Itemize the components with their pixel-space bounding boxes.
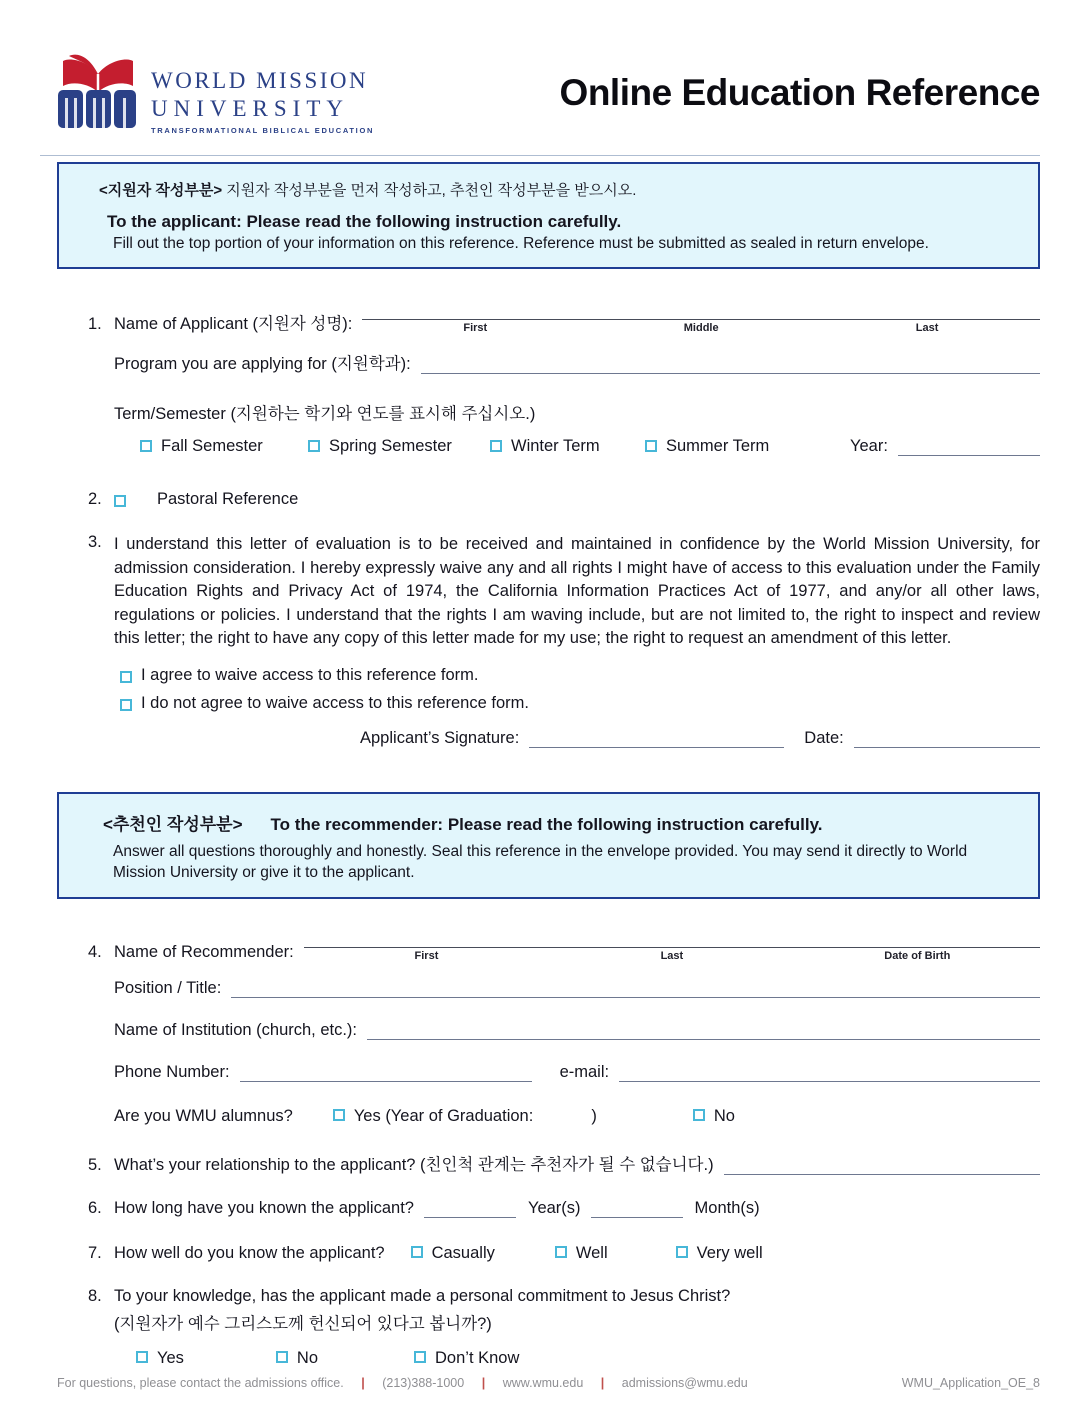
q8-options-row — [88, 1349, 1040, 1368]
q4-name-row — [88, 929, 1040, 962]
university-logo — [57, 50, 374, 135]
commitment-no-checkbox[interactable] — [276, 1351, 288, 1363]
spring-semester-label: Spring Semester — [329, 437, 452, 456]
pipe-separator: | — [600, 1376, 605, 1390]
q7-number: 7. — [88, 1243, 102, 1262]
q8-korean-row — [88, 1310, 1040, 1334]
winter-term-label: Winter Term — [511, 437, 600, 456]
term-options-row — [88, 437, 1040, 456]
q5-number: 5. — [88, 1155, 102, 1174]
applicant-signature-field[interactable] — [529, 729, 784, 748]
well-checkbox[interactable] — [555, 1246, 567, 1258]
q1-program-row — [88, 350, 1040, 374]
commitment-korean-label: (지원자가 예수 그리스도께 헌신되어 있다고 봅니까?) — [114, 1314, 492, 1333]
footer-doc-id: WMU_Application_OE_8 — [901, 1376, 1040, 1390]
applicant-korean-instruction — [99, 179, 1016, 200]
alumnus-no-option[interactable] — [693, 1107, 735, 1126]
q8-number: 8. — [88, 1286, 102, 1305]
casually-option[interactable] — [411, 1244, 495, 1263]
phone-email-row — [88, 1063, 1040, 1082]
commitment-yes-checkbox[interactable] — [136, 1351, 148, 1363]
summer-term-label: Summer Term — [666, 437, 770, 456]
phone-field[interactable] — [240, 1063, 532, 1082]
pastoral-reference-label: Pastoral Reference — [157, 490, 299, 509]
commitment-yes-label: Yes — [157, 1348, 184, 1367]
q1-number: 1. — [88, 315, 102, 334]
graduation-close-paren: ) — [591, 1106, 597, 1125]
footer-phone: (213)388-1000 — [382, 1376, 465, 1390]
footer-contact-text: For questions, please contact the admissions office. — [57, 1376, 344, 1390]
year-field[interactable] — [898, 437, 1040, 456]
recommender-heading-text: To the recommender: Please read the following instruction carefully. — [270, 815, 823, 835]
applicant-name-field[interactable] — [362, 301, 1040, 320]
applicant-name-sublabels — [362, 322, 1040, 334]
program-field[interactable] — [421, 355, 1040, 374]
q7-row — [88, 1244, 1040, 1263]
signature-date-label: Date: — [804, 729, 844, 748]
signature-date-field[interactable] — [854, 729, 1040, 748]
logo-name-line1: WORLD MISSION — [151, 68, 369, 93]
q1-term-label-row — [88, 400, 1040, 424]
sublabel-last: Last — [660, 949, 684, 962]
sublabel-first: First — [414, 949, 439, 962]
applicant-instruction-body: Fill out the top portion of your information on this reference. Reference must be submitted as sealed in return envelope. — [113, 235, 929, 252]
q3-row — [88, 533, 1040, 651]
spring-semester-option[interactable] — [308, 437, 490, 456]
recommender-name-field-group — [304, 929, 1040, 962]
commitment-no-option[interactable] — [276, 1349, 318, 1368]
agree-checkbox[interactable] — [120, 671, 132, 683]
header-divider — [40, 155, 1040, 156]
winter-term-checkbox[interactable] — [490, 440, 502, 452]
commitment-dontknow-option[interactable] — [414, 1349, 519, 1368]
alumnus-yes-checkbox[interactable] — [333, 1109, 345, 1121]
q1-name-row — [88, 301, 1040, 334]
footer — [57, 1376, 1040, 1390]
alumnus-row — [88, 1107, 1040, 1126]
recommender-name-field[interactable] — [304, 929, 1040, 948]
footer-email: admissions@wmu.edu — [621, 1376, 748, 1390]
disagree-checkbox[interactable] — [120, 699, 132, 711]
commitment-dontknow-label: Don’t Know — [435, 1348, 520, 1367]
agree-label: I agree to waive access to this reference form. — [141, 666, 479, 685]
sublabel-middle: Middle — [683, 322, 719, 335]
position-row — [88, 979, 1040, 998]
waiver-agree-option[interactable] — [88, 666, 1040, 685]
commitment-no-label: No — [296, 1348, 319, 1367]
known-duration-label: How long have you known the applicant? — [114, 1198, 414, 1217]
commitment-dontknow-checkbox[interactable] — [414, 1351, 426, 1363]
footer-website: www.wmu.edu — [502, 1376, 584, 1390]
email-field[interactable] — [619, 1063, 1040, 1082]
q2-number: 2. — [88, 490, 102, 509]
waiver-disagree-option[interactable] — [88, 694, 1040, 713]
alumnus-no-checkbox[interactable] — [693, 1109, 705, 1121]
signature-row — [88, 729, 1040, 748]
casually-checkbox[interactable] — [411, 1246, 423, 1258]
relationship-field[interactable] — [724, 1156, 1040, 1175]
institution-label: Name of Institution (church, etc.): — [114, 1020, 358, 1039]
casually-label: Casually — [431, 1243, 495, 1262]
footer-contact-line — [57, 1376, 748, 1390]
commitment-label: To your knowledge, has the applicant made a personal commitment to Jesus Christ? — [114, 1286, 731, 1305]
alumnus-yes-option[interactable] — [333, 1107, 534, 1126]
years-label: Year(s) — [527, 1198, 581, 1217]
form-body — [0, 301, 1088, 748]
commitment-yes-option[interactable] — [136, 1349, 184, 1368]
winter-term-option[interactable] — [490, 437, 645, 456]
institution-row — [88, 1021, 1040, 1040]
q3-number: 3. — [88, 533, 102, 552]
fall-semester-label: Fall Semester — [161, 437, 263, 456]
logo-wordmark — [151, 50, 374, 135]
q5-row — [88, 1151, 1040, 1175]
very-well-option[interactable] — [676, 1244, 763, 1263]
recommender-instruction-body: Answer all questions thoroughly and honestly. Seal this reference in the envelope provided. You may send it directly to World Mission University or give it to the applicant. — [113, 843, 968, 881]
recommender-form-body — [0, 929, 1088, 1368]
phone-label: Phone Number: — [114, 1062, 230, 1081]
q6-number: 6. — [88, 1198, 102, 1217]
header — [0, 0, 1088, 135]
well-option[interactable] — [555, 1244, 608, 1263]
fall-semester-option[interactable] — [140, 437, 308, 456]
months-field[interactable] — [591, 1199, 683, 1218]
q1-name-label: Name of Applicant (지원자 성명): — [114, 315, 353, 334]
program-label: Program you are applying for (지원학과): — [114, 355, 411, 374]
q4-number: 4. — [88, 942, 102, 961]
institution-field[interactable] — [367, 1021, 1040, 1040]
applicant-instruction-box — [57, 162, 1040, 269]
years-field[interactable] — [424, 1199, 516, 1218]
months-label: Month(s) — [694, 1198, 760, 1217]
recommender-name-label: Name of Recommender: — [114, 942, 294, 961]
position-label: Position / Title: — [114, 978, 222, 997]
year-label: Year: — [850, 437, 888, 456]
sublabel-last: Last — [915, 322, 939, 335]
applicant-korean-text: 지원자 작성부분을 먼저 작성하고, 추천인 작성부분을 받으시오. — [222, 182, 637, 199]
disagree-label: I do not agree to waive access to this reference form. — [141, 694, 529, 713]
know-how-well-label: How well do you know the applicant? — [114, 1243, 385, 1262]
logo-name-line2: UNIVERSITY — [151, 96, 349, 121]
recommender-korean-tag: <추천인 작성부분> — [103, 815, 243, 835]
alumnus-no-label: No — [713, 1106, 735, 1125]
summer-term-checkbox[interactable] — [645, 440, 657, 452]
pipe-separator: | — [361, 1376, 365, 1390]
wmu-logo-icon — [57, 50, 139, 135]
logo-tagline: TRANSFORMATIONAL BIBLICAL EDUCATION — [151, 126, 375, 135]
applicant-name-field-group — [362, 301, 1040, 334]
alumnus-label: Are you WMU alumnus? — [114, 1106, 293, 1125]
sublabel-date-of-birth: Date of Birth — [884, 949, 951, 962]
summer-term-option[interactable] — [645, 437, 769, 456]
q2-row — [88, 490, 1040, 509]
fall-semester-checkbox[interactable] — [140, 440, 152, 452]
applicant-instruction-heading: To the applicant: Please read the following instruction carefully. — [107, 212, 622, 231]
very-well-label: Very well — [696, 1243, 763, 1262]
relationship-label: What’s your relationship to the applicant? (친인척 관계는 추천자가 될 수 없습니다.) — [114, 1155, 714, 1174]
spring-semester-checkbox[interactable] — [308, 440, 320, 452]
page-title: Online Education Reference — [559, 72, 1040, 113]
very-well-checkbox[interactable] — [676, 1246, 688, 1258]
sublabel-first: First — [463, 322, 488, 335]
applicant-korean-tag: <지원자 작성부분> — [99, 182, 223, 199]
q8-row — [88, 1287, 1040, 1306]
alumnus-yes-label: Yes (Year of Graduation: — [353, 1106, 534, 1125]
recommender-instruction-heading — [103, 810, 1016, 835]
recommender-instruction-box — [57, 792, 1040, 899]
email-label: e-mail: — [559, 1062, 610, 1081]
pastoral-reference-checkbox[interactable] — [114, 495, 126, 507]
year-field-group — [850, 437, 1040, 456]
q6-row — [88, 1199, 1040, 1218]
position-field[interactable] — [231, 979, 1040, 998]
pipe-separator: | — [481, 1376, 486, 1390]
term-label: Term/Semester (지원하는 학기와 연도를 표시해 주십시오.) — [114, 405, 536, 424]
recommender-name-sublabels — [304, 950, 1040, 962]
waiver-paragraph: I understand this letter of evaluation is to be received and maintained in confidence by the World Mission University, for admission consideration. I hereby expressly waive any and all rights I might have of access to this evaluation under the Family Education Rights and Privacy Act of 1974, the California Information Practices Act of 1977, and any/or all other laws, regulations or policies. I understand that the rights I am waving include, but are not limited to, the right to inspect and review this letter; the right to have any copy of this letter made for my use; the right to request an amendment of this letter. — [114, 535, 1040, 648]
applicant-signature-label: Applicant’s Signature: — [360, 729, 520, 748]
well-label: Well — [575, 1243, 608, 1262]
